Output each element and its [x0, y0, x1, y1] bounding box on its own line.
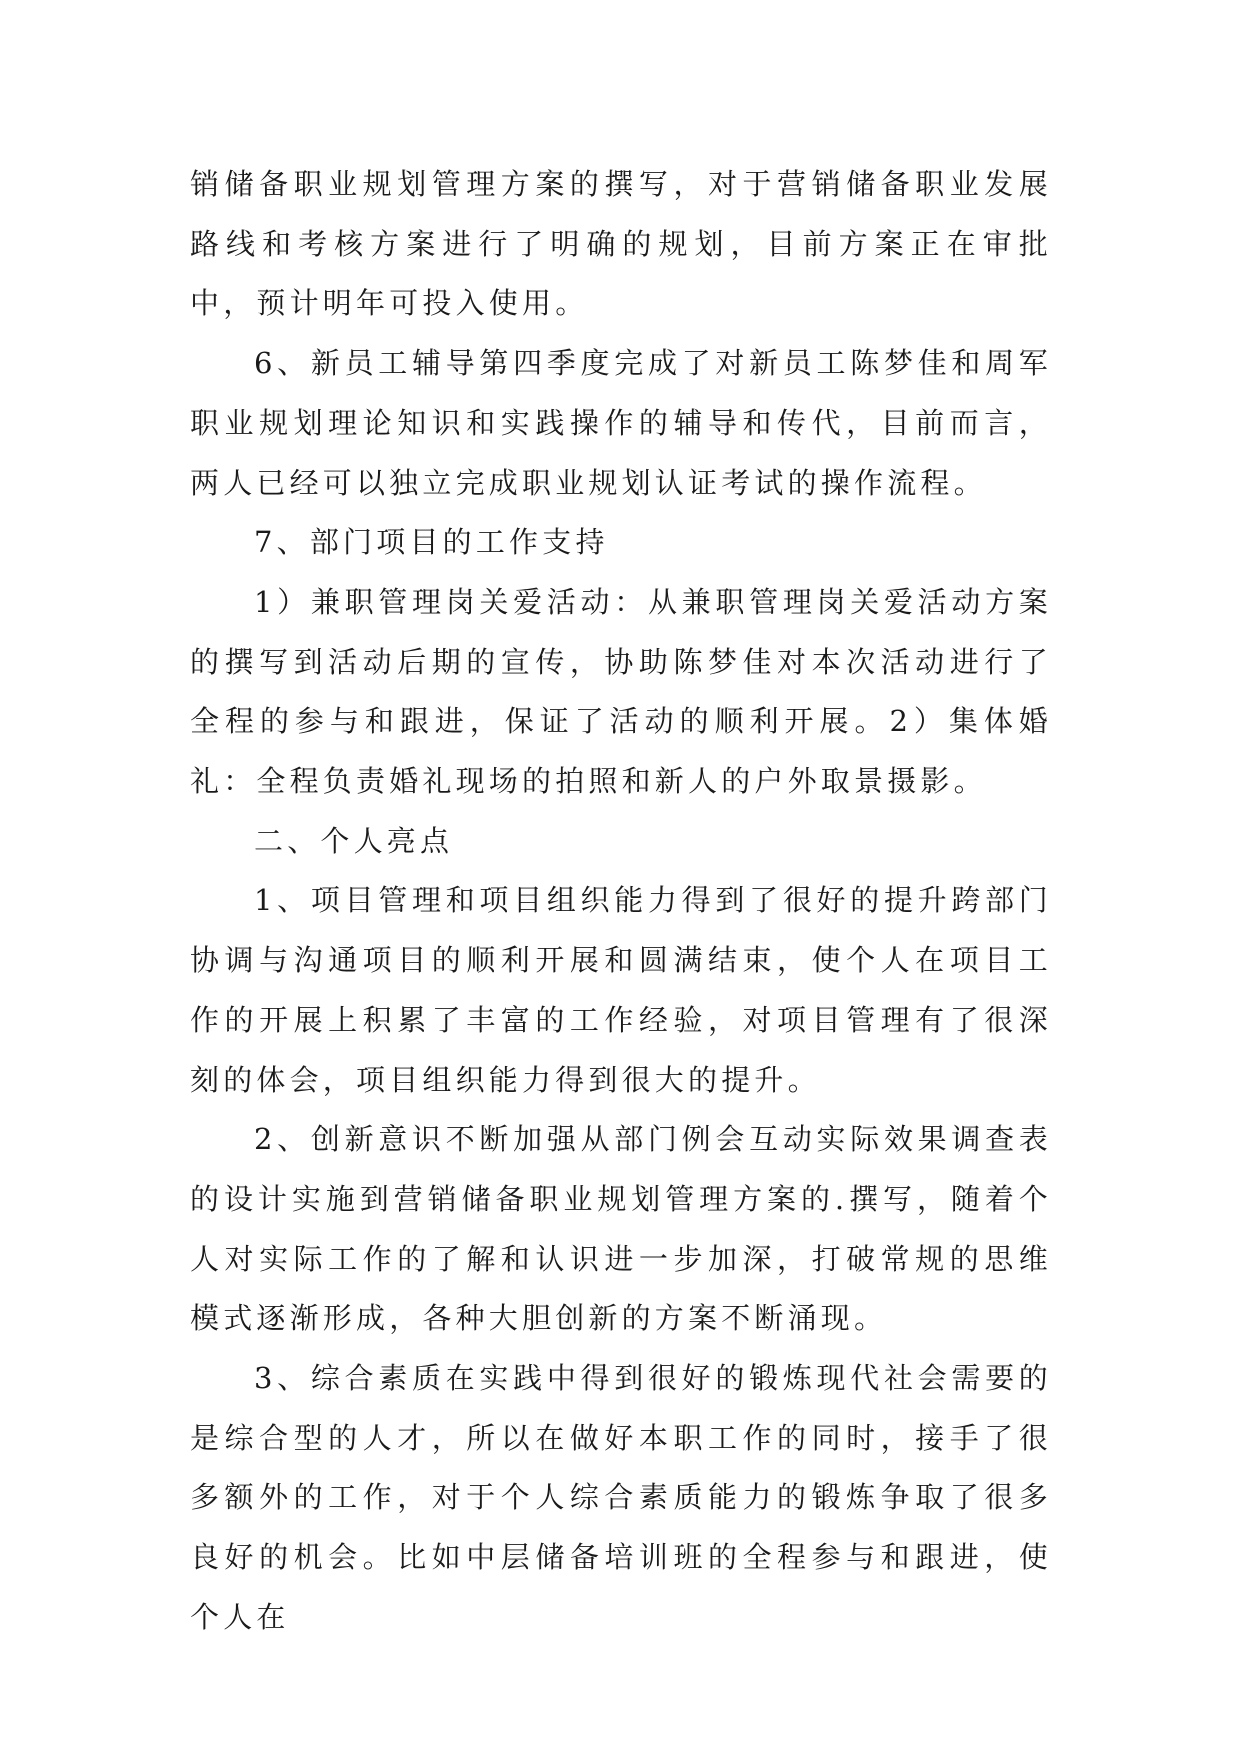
document-body — [190, 155, 1052, 1648]
paragraph-department-support-heading: 7、部门项目的工作支持 — [254, 525, 609, 560]
paragraph-overall-quality: 3、综合素质在实践中得到很好的锻炼现代社会需要的是综合型的人才，所以在做好本职工作的同时，接手了很多额外的工作，对于个人综合素质能力的锻炼争取了很多良好的机会。比如中层储备培训班的全程参与和跟进，使个人在 — [190, 1361, 1052, 1634]
paragraph-innovation: 2、创新意识不断加强从部门例会互动实际效果调查表的设计实施到营销储备职业规划管理方案的.撰写，随着个人对实际工作的了解和认识进一步加深，打破常规的思维模式逐渐形成，各种大胆创新的方案不断涌现。 — [190, 1122, 1052, 1336]
paragraph-new-staff-coaching: 6、新员工辅导第四季度完成了对新员工陈梦佳和周军职业规划理论知识和实践操作的辅导和传代，目前而言，两人已经可以独立完成职业规划认证考试的操作流程。 — [190, 346, 1052, 500]
paragraph-career-plan-continued: 销储备职业规划管理方案的撰写，对于营销储备职业发展路线和考核方案进行了明确的规划，目前方案正在审批中，预计明年可投入使用。 — [190, 167, 1052, 321]
paragraph-care-activity-and-wedding: 1）兼职管理岗关爱活动：从兼职管理岗关爱活动方案的撰写到活动后期的宣传，协助陈梦佳对本次活动进行了全程的参与和跟进，保证了活动的顺利开展。2）集体婚礼：全程负责婚礼现场的拍照和新人的户外取景摄影。 — [190, 584, 1052, 799]
section-heading-personal-highlights: 二、个人亮点 — [254, 823, 454, 858]
paragraph-project-management: 1、项目管理和项目组织能力得到了很好的提升跨部门协调与沟通项目的顺利开展和圆满结束，使个人在项目工作的开展上积累了丰富的工作经验，对项目管理有了很深刻的体会，项目组织能力得到很大的提升。 — [190, 883, 1052, 1097]
